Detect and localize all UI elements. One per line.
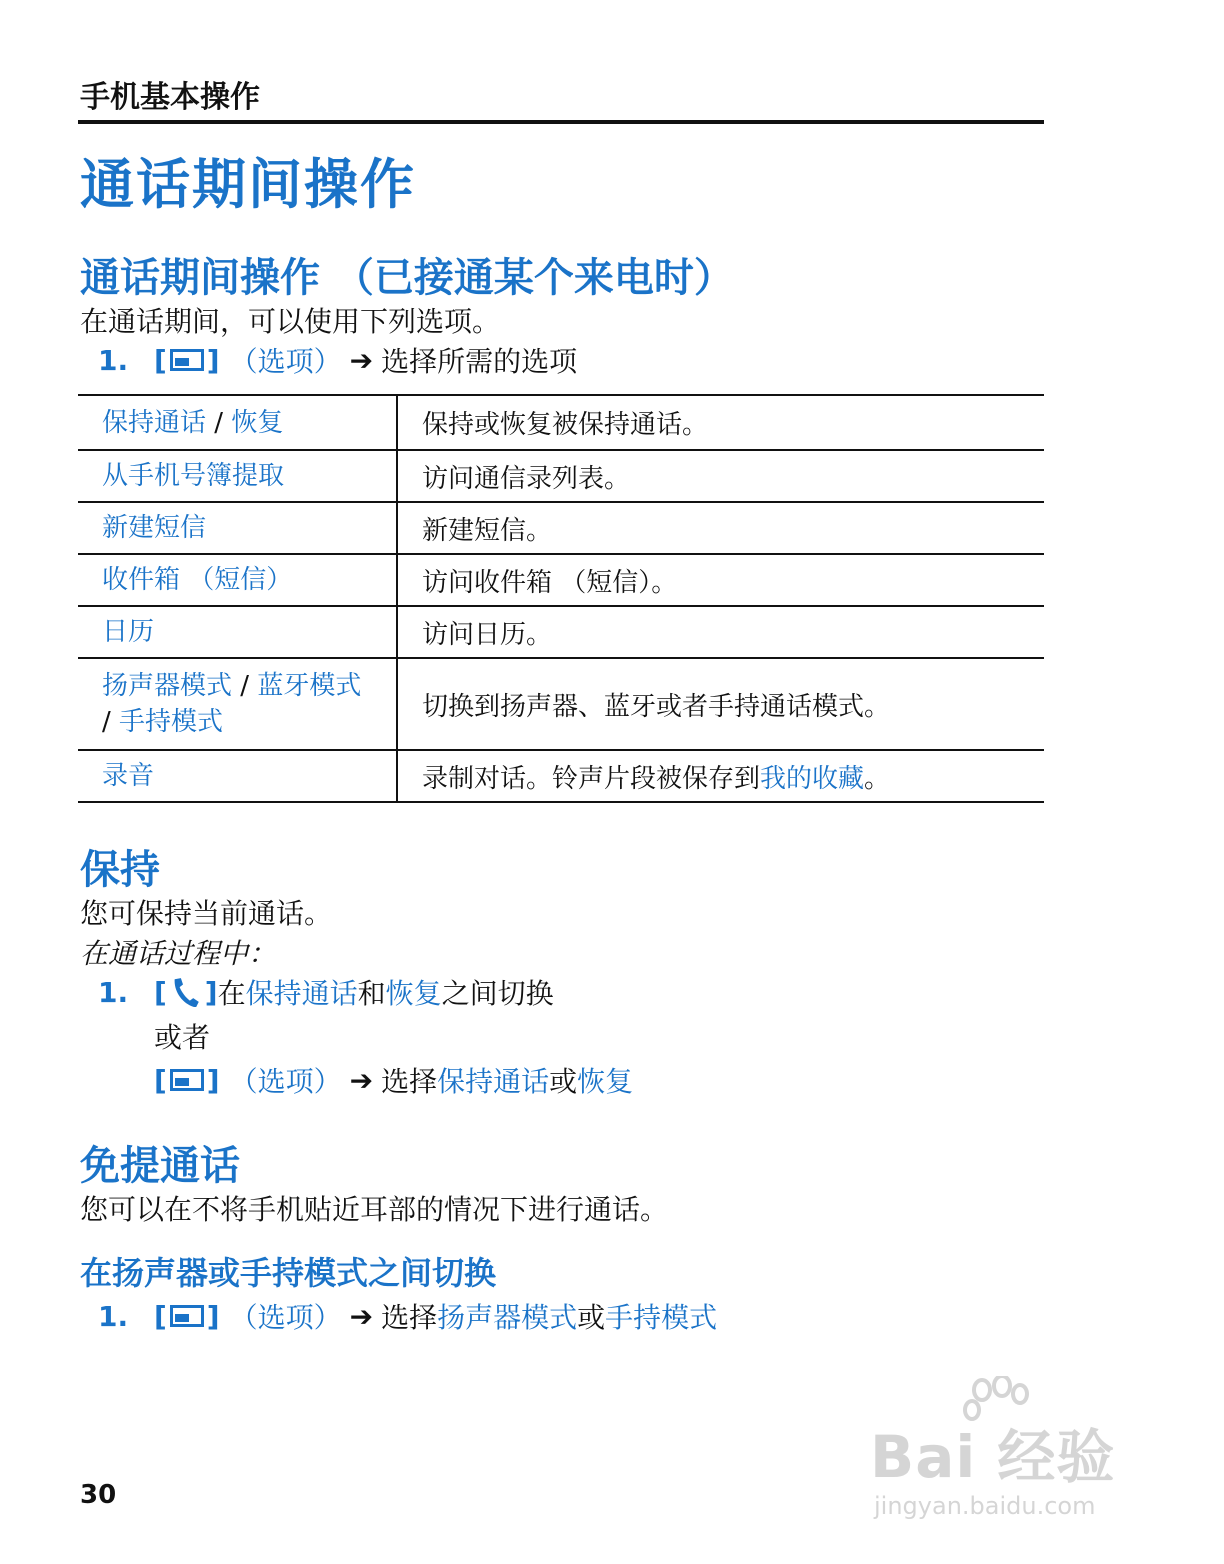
or-text: 或者 — [154, 1021, 211, 1054]
resume-option: 恢复 — [385, 977, 442, 1010]
softkey-button[interactable] — [154, 1064, 220, 1097]
handsfree-intro: 您可以在不将手机贴近耳部的情况下进行通话。 — [80, 1193, 669, 1226]
option-desc: 切换到扬声器、蓝牙或者手持通话模式。 — [397, 658, 1044, 750]
step-number: 1. — [98, 1299, 129, 1333]
handset-mode-option: 手持模式 — [605, 1301, 718, 1334]
hold-heading: 保持 — [80, 847, 160, 893]
option-name: 录音 — [78, 750, 397, 802]
bracket-close: ] — [206, 343, 220, 377]
step-number: 1. — [98, 975, 129, 1009]
call-key-icon — [169, 977, 203, 1007]
option-label: 扬声器模式 — [102, 671, 233, 701]
separator: / — [232, 671, 258, 701]
option-label: （选项） — [229, 1301, 342, 1334]
options-table — [78, 394, 1044, 803]
watermark-logo: Bai 经验 — [870, 1423, 1116, 1491]
option-name: 日历 — [78, 606, 397, 658]
desc-text: 录制对话。铃声片段被保存到 — [422, 763, 761, 794]
bracket-close: ] — [204, 975, 218, 1009]
step-text: 和 — [357, 977, 386, 1010]
call-options-heading: 通话期间操作 （已接通某个来电时） — [80, 255, 734, 301]
step-text: 或 — [549, 1065, 578, 1098]
softkey-icon — [170, 349, 204, 371]
hold-intro: 您可保持当前通话。 — [80, 897, 333, 930]
bracket-close: ] — [206, 1299, 220, 1333]
step-action: 选择所需的选项 — [381, 345, 578, 378]
hold-call-option: 保持通话 — [245, 977, 358, 1010]
option-desc: 访问收件箱 （短信）。 — [397, 554, 1044, 606]
resume-option: 恢复 — [577, 1065, 634, 1098]
running-header: 手机基本操作 — [80, 80, 260, 115]
handsfree-heading: 免提通话 — [80, 1143, 240, 1189]
table-row — [78, 658, 1044, 750]
step-text: 在 — [217, 977, 246, 1010]
softkey-icon — [170, 1305, 204, 1327]
option-name — [78, 658, 397, 750]
option-name: 从手机号簿提取 — [78, 450, 397, 502]
page-number: 30 — [80, 1480, 117, 1510]
table-row — [78, 750, 1044, 802]
option-desc: 保持或恢复被保持通话。 — [397, 395, 1044, 450]
speaker-mode-option: 扬声器模式 — [437, 1301, 578, 1334]
header-rule — [78, 120, 1044, 124]
handsfree-step — [98, 1296, 717, 1336]
softkey-button[interactable] — [154, 1300, 220, 1333]
step-text: 选择 — [381, 1065, 438, 1098]
bracket-open: [ — [154, 1299, 167, 1333]
option-label: 恢复 — [231, 407, 284, 438]
my-favorites-link: 我的收藏 — [760, 763, 865, 794]
option-desc — [397, 750, 1044, 802]
hold-step-line1 — [98, 972, 554, 1012]
hold-call-option: 保持通话 — [437, 1065, 550, 1098]
bracket-open: [ — [154, 975, 167, 1009]
option-name: 新建短信 — [78, 502, 397, 554]
table-row — [78, 606, 1044, 658]
option-desc: 新建短信。 — [397, 502, 1044, 554]
step-text: 选择 — [381, 1301, 438, 1334]
desc-text: 。 — [864, 763, 891, 794]
handsfree-subheading: 在扬声器或手持模式之间切换 — [80, 1254, 497, 1292]
hold-step-line2 — [154, 1060, 633, 1100]
call-options-intro: 在通话期间，可以使用下列选项。 — [80, 305, 501, 338]
call-key-button[interactable] — [154, 976, 218, 1009]
step-text: 或 — [577, 1301, 606, 1334]
bracket-open: [ — [154, 1063, 167, 1097]
separator: / — [206, 407, 232, 438]
watermark-url: jingyan.baidu.com — [874, 1492, 1096, 1520]
arrow-icon: ➔ — [349, 343, 374, 377]
option-label: （选项） — [229, 345, 342, 378]
table-row — [78, 502, 1044, 554]
option-desc: 访问日历。 — [397, 606, 1044, 658]
bracket-close: ] — [206, 1063, 220, 1097]
baidu-watermark — [870, 1380, 1160, 1530]
hold-context: 在通话过程中： — [80, 937, 277, 970]
option-name: 收件箱 （短信） — [78, 554, 397, 606]
call-options-step — [98, 340, 577, 380]
softkey-button[interactable] — [154, 344, 220, 377]
option-label: 手持模式 — [119, 707, 224, 737]
table-row — [78, 395, 1044, 450]
option-label: 保持通话 — [102, 407, 207, 438]
step-text: 之间切换 — [441, 977, 554, 1010]
arrow-icon: ➔ — [349, 1063, 374, 1097]
page-title: 通话期间操作 — [80, 153, 416, 216]
softkey-icon — [170, 1069, 204, 1091]
option-desc: 访问通信录列表。 — [397, 450, 1044, 502]
table-row — [78, 554, 1044, 606]
option-name — [78, 395, 397, 450]
table-row — [78, 450, 1044, 502]
bracket-open: [ — [154, 343, 167, 377]
option-label: 蓝牙模式 — [257, 671, 362, 701]
step-number: 1. — [98, 343, 129, 377]
option-label: （选项） — [229, 1065, 342, 1098]
separator: / — [102, 707, 120, 737]
arrow-icon: ➔ — [349, 1299, 374, 1333]
